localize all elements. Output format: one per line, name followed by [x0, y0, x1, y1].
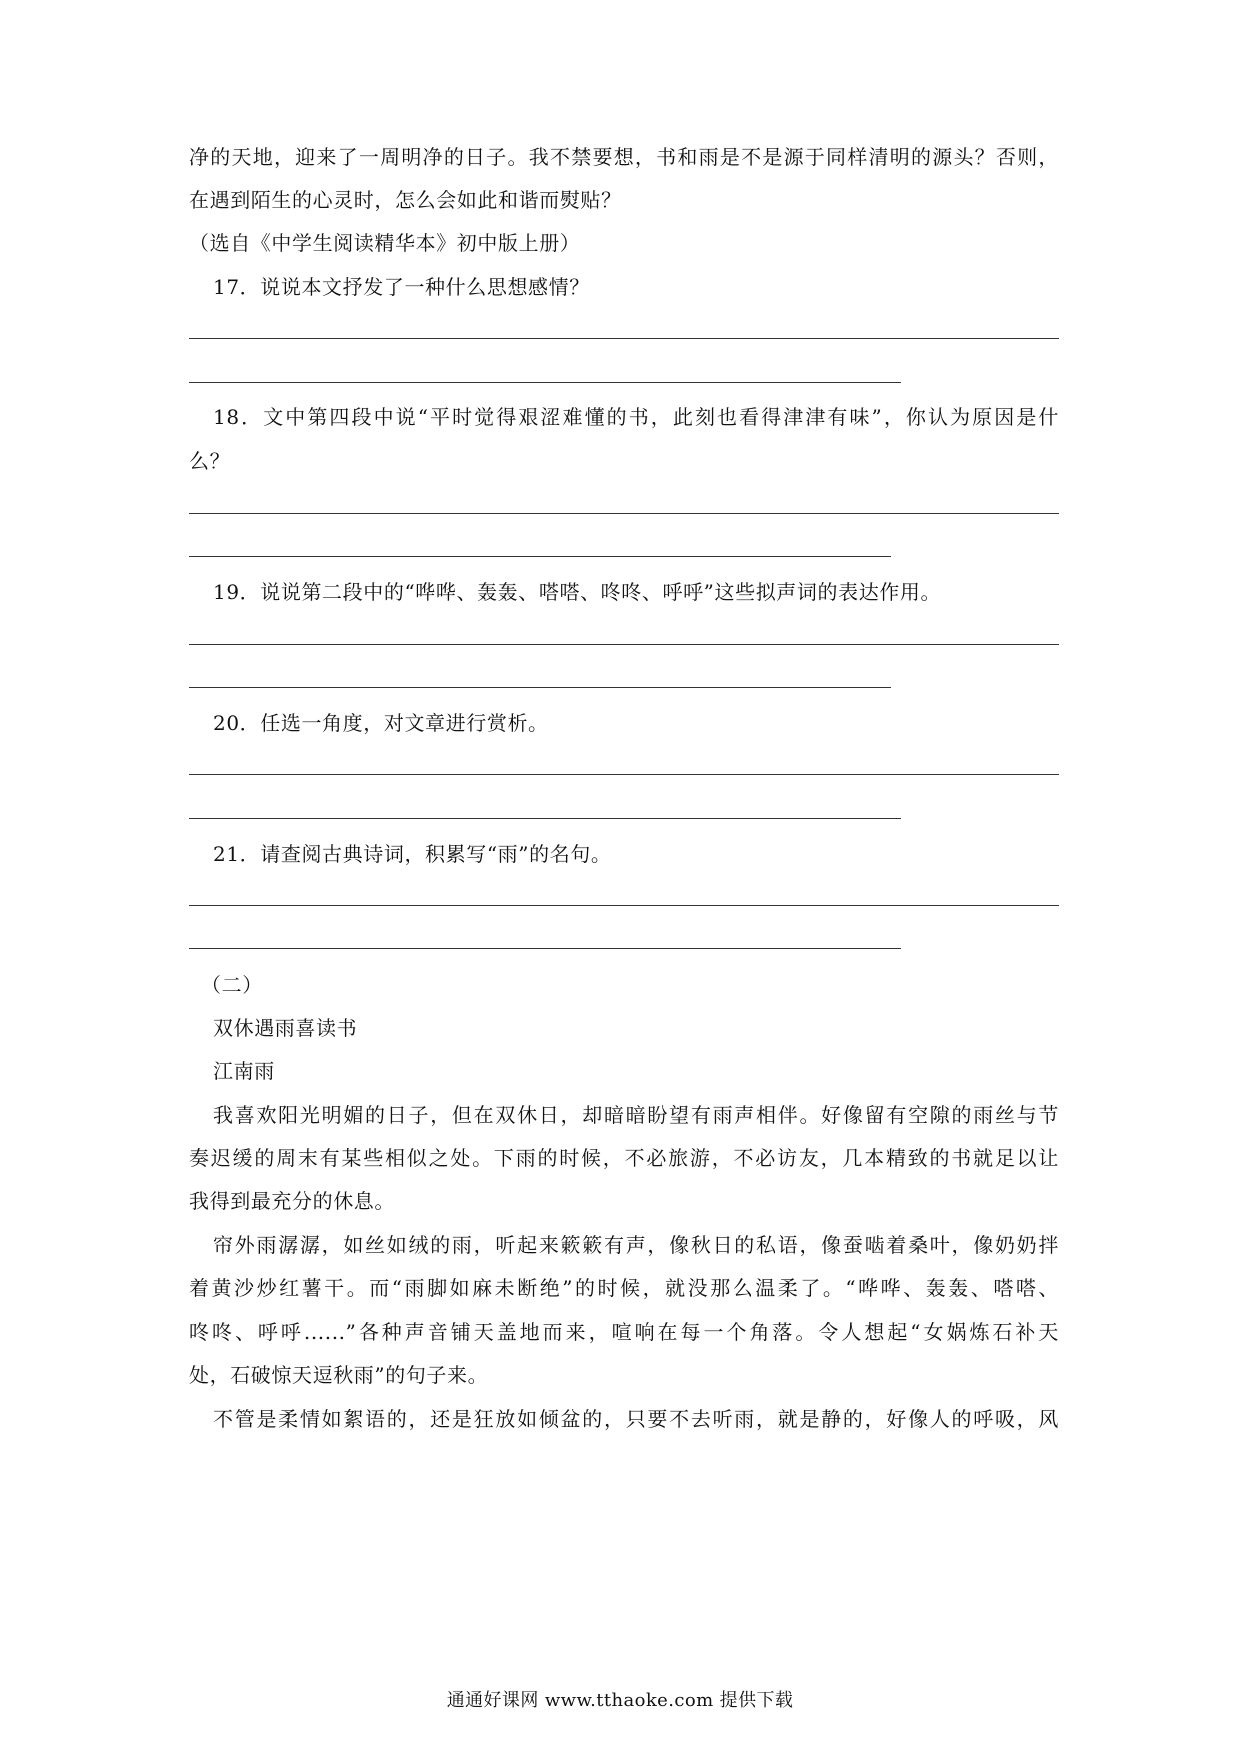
question-18-cont: 么？ [189, 449, 231, 473]
answer-line[interactable] [189, 774, 1059, 775]
answer-line[interactable] [189, 513, 1059, 514]
paragraph-line: 咚咚、呼呼......”各种声音铺天盖地而来，喧响在每一个角落。令人想起“女娲炼石补天 [189, 1320, 1059, 1344]
paragraph-line: 不管是柔情如絮语的，还是狂放如倾盆的，只要不去听雨，就是静的，好像人的呼吸，风 [213, 1407, 1059, 1431]
question-18: 18．文中第四段中说“平时觉得艰涩难懂的书，此刻也看得津津有味”，你认为原因是什 [213, 405, 1059, 429]
answer-line[interactable] [189, 818, 901, 819]
article-author: 江南雨 [213, 1059, 275, 1083]
answer-line[interactable] [189, 644, 1059, 645]
paragraph-line: 我喜欢阳光明媚的日子，但在双休日，却暗暗盼望有雨声相伴。好像留有空隙的雨丝与节 [213, 1103, 1059, 1127]
answer-line[interactable] [189, 338, 1059, 339]
question-20: 20．任选一角度，对文章进行赏析。 [213, 711, 549, 735]
article-title: 双休遇雨喜读书 [213, 1016, 358, 1040]
paragraph-line: 处，石破惊天逗秋雨”的句子来。 [189, 1363, 489, 1387]
page-footer: 通通好课网 www.tthaoke.com 提供下载 [446, 1690, 794, 1711]
paragraph-line: 奏迟缓的周末有某些相似之处。下雨的时候，不必旅游，不必访友，几本精致的书就足以让 [189, 1146, 1059, 1170]
paragraph-line: 我得到最充分的休息。 [189, 1189, 395, 1213]
question-17: 17．说说本文抒发了一种什么思想感情？ [213, 275, 590, 299]
answer-line[interactable] [189, 556, 891, 557]
source-note: （选自《中学生阅读精华本》初中版上册） [189, 231, 581, 255]
passage-line: 净的天地，迎来了一周明净的日子。我不禁要想，书和雨是不是源于同样清明的源头？否则， [189, 145, 1059, 169]
paragraph-line: 着黄沙炒红薯干。而“雨脚如麻未断绝”的时候，就没那么温柔了。“哗哗、轰轰、嗒嗒、 [189, 1276, 1059, 1300]
answer-line[interactable] [189, 382, 901, 383]
answer-line[interactable] [189, 687, 891, 688]
answer-line[interactable] [189, 948, 901, 949]
answer-line[interactable] [189, 905, 1059, 906]
question-19: 19．说说第二段中的“哗哗、轰轰、嗒嗒、咚咚、呼呼”这些拟声词的表达作用。 [213, 580, 942, 604]
question-21: 21．请查阅古典诗词，积累写“雨”的名句。 [213, 842, 612, 866]
paragraph-line: 帘外雨潺潺，如丝如绒的雨，听起来簌簌有声，像秋日的私语，像蚕啮着桑叶，像奶奶拌 [213, 1233, 1059, 1257]
section-number: （二） [201, 973, 263, 997]
passage-line: 在遇到陌生的心灵时，怎么会如此和谐而熨贴？ [189, 188, 622, 212]
